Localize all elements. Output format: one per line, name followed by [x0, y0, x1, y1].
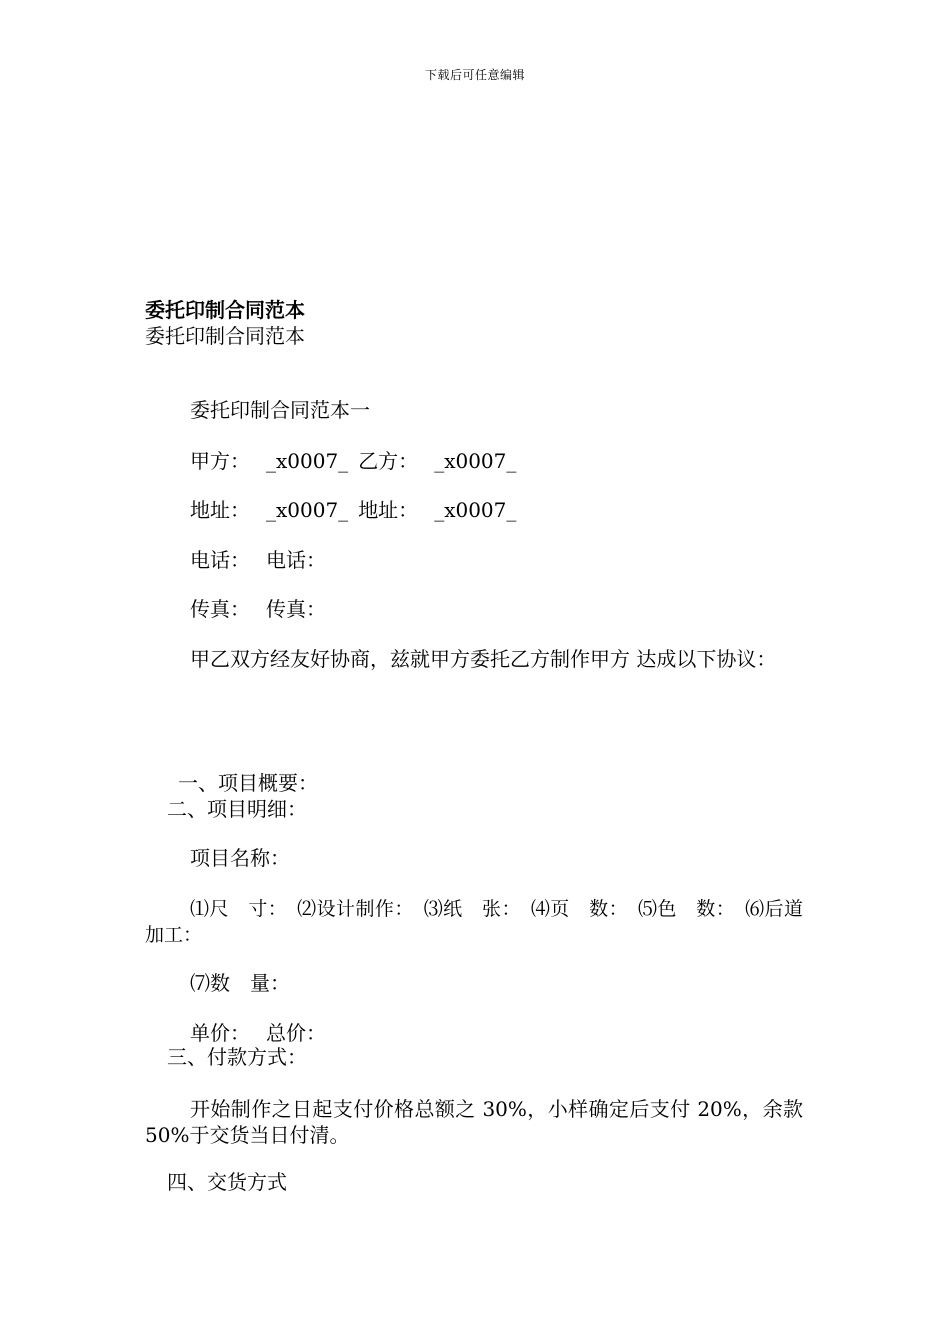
address-a-value: _x0007_ — [266, 498, 349, 522]
address-a-label: 地址： — [190, 498, 250, 522]
section-payment-method: 三、付款方式： — [167, 1045, 307, 1069]
section-delivery-method: 四、交货方式 — [167, 1170, 287, 1194]
phone-b-label: 电话： — [266, 548, 326, 572]
document-title-bold: 委托印制合同范本 — [145, 298, 305, 322]
page-header-note: 下载后可任意编辑 — [424, 68, 525, 82]
document-title: 委托印制合同范本 — [145, 324, 305, 348]
fax-line — [190, 597, 326, 621]
address-b-value: _x0007_ — [434, 498, 517, 522]
project-name-label: 项目名称： — [190, 846, 290, 870]
total-price-label: 总价： — [266, 1021, 326, 1045]
address-line — [190, 498, 516, 522]
fax-b-label: 传真： — [266, 597, 326, 621]
payment-paragraph: 开始制作之日起支付价格总额之 30%，小样确定后支付 20%，余款 50%于交货当日付清。 — [145, 1097, 803, 1147]
party-b-value: _x0007_ — [434, 449, 517, 473]
unit-price-label: 单价： — [190, 1021, 250, 1045]
phone-line — [190, 548, 326, 572]
party-a-value: _x0007_ — [266, 449, 349, 473]
quantity-line: ⑺数 量： — [190, 971, 290, 995]
spec-paragraph: ⑴尺 寸： ⑵设计制作： ⑶纸 张： ⑷页 数： ⑸色 数： ⑹后道加工： — [145, 898, 803, 946]
price-line — [190, 1021, 326, 1045]
intro-paragraph: 甲乙双方经友好协商，兹就甲方委托乙方制作甲方 达成以下协议： — [190, 647, 777, 671]
section-project-overview: 一、项目概要： — [178, 771, 318, 795]
section-project-details: 二、项目明细： — [167, 797, 307, 821]
address-b-label: 地址： — [358, 498, 419, 522]
party-line — [190, 449, 516, 473]
contract-subtitle: 委托印制合同范本一 — [190, 398, 370, 422]
party-b-label: 乙方： — [358, 449, 419, 473]
phone-a-label: 电话： — [190, 548, 250, 572]
fax-a-label: 传真： — [190, 597, 250, 621]
party-a-label: 甲方： — [190, 449, 250, 473]
